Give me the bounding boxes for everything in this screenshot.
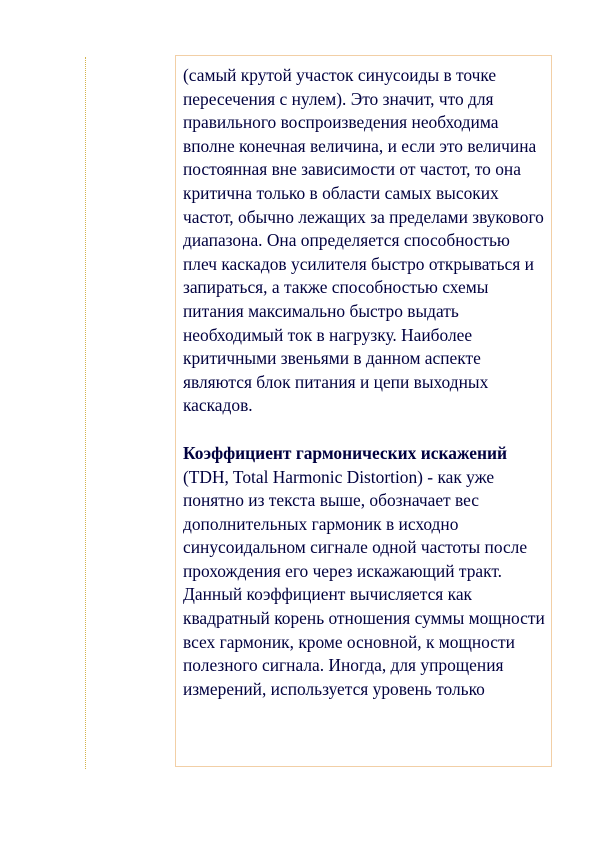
paragraph-thd-body: (TDH, Total Harmonic Distortion) - как уже понятно из текста выше, обозначает вес дополнительных гармоник в исходно синусоидальном сигнале одной частоты после прохождения его через искажающий тракт. Данный коэффициент вычисляется как квадратный корень отношения суммы мощности всех гармоник, кроме основной, к мощности полезного сигнала. Иногда, для упрощения измерений, используется уровень только	[183, 466, 545, 699]
margin-dotted-rule	[85, 57, 86, 769]
paragraph-slew-rate: (самый крутой участок синусоиды в точке пересечения с нулем). Это значит, что для правильного воспроизведения необходима вполне конечная величина, и если это величина постоянная вне зависимости от частот, то она критична только в области самых высоких частот, обычно лежащих за пределами звукового диапазона. Она определяется способностью плеч каскадов усилителя быстро открываться и запираться, а также способностью схемы питания максимально быстро выдать необходимый ток в нагрузку. Наиболее критичными звеньями в данном аспекте являются блок питания и цепи выходных каскадов.	[183, 65, 544, 416]
text-frame	[175, 55, 552, 767]
paragraph-thd	[183, 442, 547, 702]
term-thd: Коэффициент гармонических искажений	[183, 442, 508, 463]
